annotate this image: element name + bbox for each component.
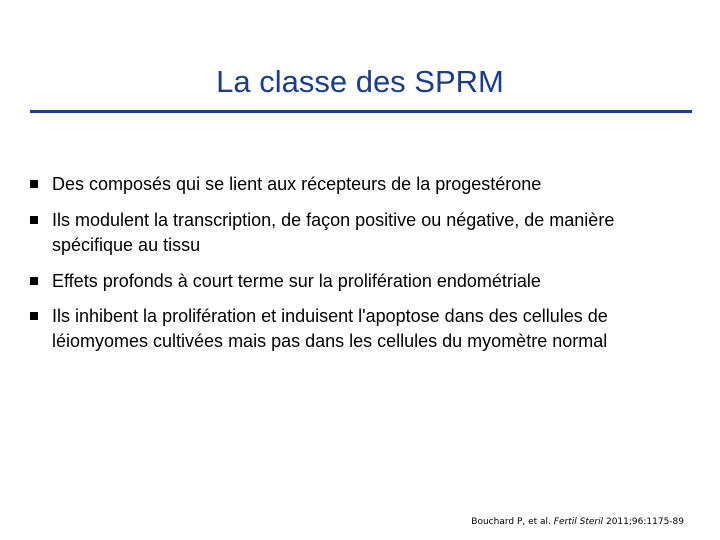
- bullet-item: [30, 208, 690, 258]
- bullet-item: [30, 172, 690, 197]
- square-bullet-icon: [30, 277, 38, 285]
- reference-citation: [471, 516, 684, 528]
- title-divider: [30, 110, 692, 113]
- reference-authors: Bouchard P, et al.: [471, 517, 551, 527]
- bullet-text: Ils inhibent la prolifération et induisent l'apoptose dans des cellules de léiomyomes cultivées mais pas dans les cellules du myomètre normal: [52, 306, 608, 351]
- bullet-text: Des composés qui se lient aux récepteurs de la progestérone: [52, 174, 542, 194]
- square-bullet-icon: [30, 312, 38, 320]
- slide-title: La classe des SPRM: [216, 64, 504, 99]
- bullet-item: [30, 304, 690, 354]
- reference-journal: Fertil Steril: [553, 517, 604, 527]
- bullet-item: [30, 269, 690, 294]
- square-bullet-icon: [30, 180, 38, 188]
- square-bullet-icon: [30, 216, 38, 224]
- bullet-list: [30, 172, 690, 365]
- bullet-text: Ils modulent la transcription, de façon positive ou négative, de manière spécifique au tissu: [52, 210, 615, 255]
- bullet-text: Effets profonds à court terme sur la prolifération endométriale: [52, 271, 541, 291]
- reference-details: 2011;96:1175-89: [605, 517, 684, 527]
